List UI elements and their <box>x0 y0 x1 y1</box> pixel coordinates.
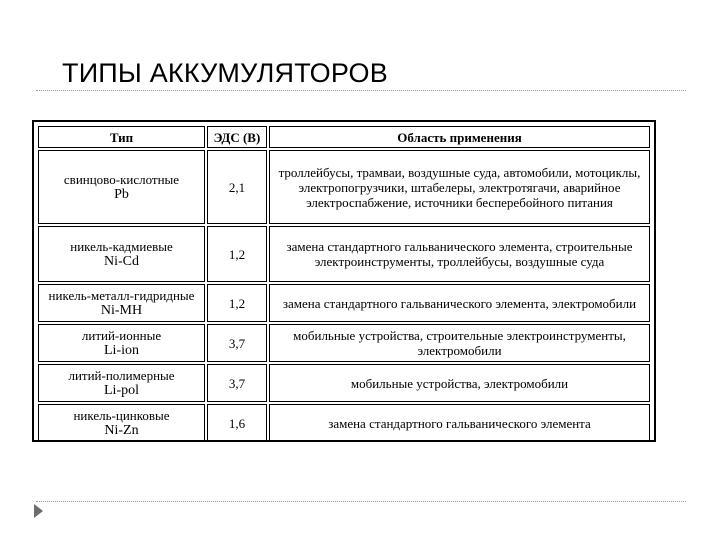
type-cell <box>38 324 205 362</box>
application-cell: мобильные устройства, электромобили <box>269 364 650 402</box>
emf-cell: 1,2 <box>207 284 267 322</box>
type-formula: Ni-Cd <box>104 254 139 269</box>
emf-cell: 1,2 <box>207 226 267 282</box>
table-row <box>38 324 650 362</box>
batteries-table-frame <box>32 120 656 442</box>
triangle-bullet-icon <box>34 504 43 518</box>
type-cell <box>38 364 205 402</box>
batteries-table <box>36 124 652 444</box>
type-formula: Ni-MH <box>100 303 143 318</box>
application-cell: троллейбусы, трамваи, воздушные суда, автомобили, мотоциклы, электропогрузчики, штабелеры, электротягачи, аварийное электроспабжение, источники бесперебойного питания <box>269 150 650 224</box>
application-cell: мобильные устройства, строительные электроинструменты, электромобили <box>269 324 650 362</box>
emf-cell: 1,6 <box>207 404 267 442</box>
type-cell <box>38 226 205 282</box>
table-header-row <box>38 126 650 148</box>
emf-cell: 3,7 <box>207 324 267 362</box>
type-formula: Li-ion <box>104 343 139 358</box>
type-formula: Ni-Zn <box>104 423 139 438</box>
type-name: никель-цинковые <box>73 408 170 423</box>
type-name: никель-кадмиевые <box>70 239 173 254</box>
type-cell <box>38 150 205 224</box>
table-row <box>38 150 650 224</box>
type-formula: Pb <box>114 187 129 202</box>
table-row <box>38 364 650 402</box>
slide-title: ТИПЫ АККУМУЛЯТОРОВ <box>62 58 388 88</box>
type-cell <box>38 284 205 322</box>
type-cell <box>38 404 205 442</box>
application-cell: замена стандартного гальванического элемента, электромобили <box>269 284 650 322</box>
top-divider <box>36 90 686 91</box>
type-formula: Li-pol <box>104 383 139 398</box>
bottom-divider <box>36 501 686 502</box>
header-application: Область применения <box>269 126 650 148</box>
type-name: никель-металл-гидридные <box>48 288 195 303</box>
header-type: Тип <box>38 126 205 148</box>
table-row <box>38 226 650 282</box>
header-emf: ЭДС (В) <box>207 126 267 148</box>
application-cell: замена стандартного гальванического элемента <box>269 404 650 442</box>
type-name: литий-полимерные <box>68 368 175 383</box>
application-cell: замена стандартного гальванического элемента, строительные электроинструменты, троллейбусы, воздушные суда <box>269 226 650 282</box>
table-row <box>38 404 650 442</box>
emf-cell: 2,1 <box>207 150 267 224</box>
emf-cell: 3,7 <box>207 364 267 402</box>
type-name: литий-ионные <box>81 328 162 343</box>
type-name: свинцово-кислотные <box>63 172 180 187</box>
table-row <box>38 284 650 322</box>
